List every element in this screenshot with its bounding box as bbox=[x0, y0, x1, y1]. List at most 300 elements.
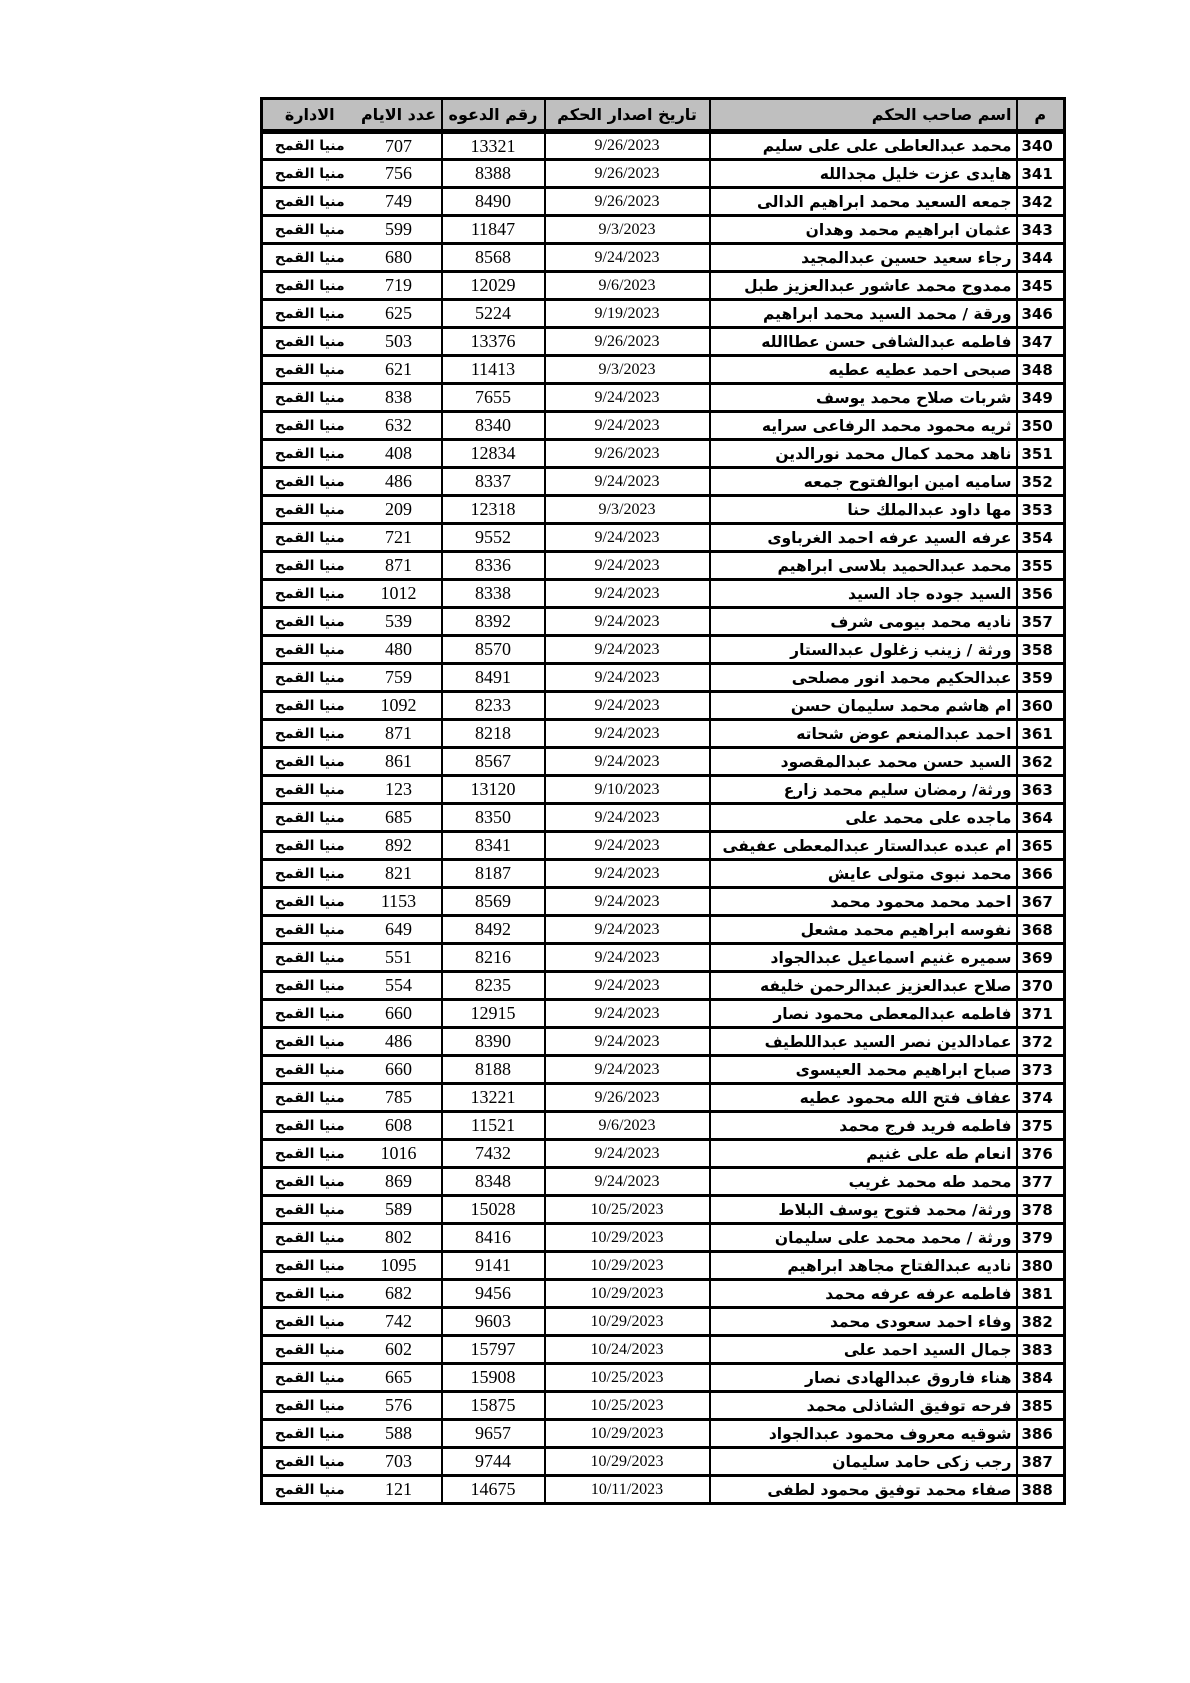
table-row bbox=[262, 244, 1065, 272]
cell-days-count: 539 bbox=[357, 608, 442, 636]
cell-serial-number: 374 bbox=[1017, 1084, 1065, 1112]
table-row bbox=[262, 1084, 1065, 1112]
cell-judgment-issue-date: 9/10/2023 bbox=[545, 776, 710, 804]
table-row bbox=[262, 1448, 1065, 1476]
cell-judgment-issue-date: 10/25/2023 bbox=[545, 1196, 710, 1224]
table-row bbox=[262, 944, 1065, 972]
cell-administration: منيا القمح bbox=[262, 860, 357, 888]
cell-serial-number: 380 bbox=[1017, 1252, 1065, 1280]
cell-case-number: 8340 bbox=[442, 412, 545, 440]
cell-administration: منيا القمح bbox=[262, 412, 357, 440]
cell-serial-number: 366 bbox=[1017, 860, 1065, 888]
cell-judgment-issue-date: 9/24/2023 bbox=[545, 748, 710, 776]
table-row bbox=[262, 580, 1065, 608]
cell-administration: منيا القمح bbox=[262, 1308, 357, 1336]
cell-case-number: 8416 bbox=[442, 1224, 545, 1252]
cell-days-count: 589 bbox=[357, 1196, 442, 1224]
cell-administration: منيا القمح bbox=[262, 1336, 357, 1364]
cell-judgment-owner-name: محمد عبدالحميد بلاسى ابراهيم bbox=[710, 552, 1017, 580]
cell-days-count: 486 bbox=[357, 1028, 442, 1056]
cell-serial-number: 343 bbox=[1017, 216, 1065, 244]
cell-judgment-owner-name: نفوسه ابراهيم محمد مشعل bbox=[710, 916, 1017, 944]
cell-administration: منيا القمح bbox=[262, 1364, 357, 1392]
cell-administration: منيا القمح bbox=[262, 160, 357, 188]
cell-judgment-issue-date: 9/24/2023 bbox=[545, 608, 710, 636]
cell-judgment-owner-name: مها داود عبدالملك حنا bbox=[710, 496, 1017, 524]
cell-case-number: 8233 bbox=[442, 692, 545, 720]
cell-administration: منيا القمح bbox=[262, 216, 357, 244]
cell-serial-number: 340 bbox=[1017, 132, 1065, 160]
cell-administration: منيا القمح bbox=[262, 188, 357, 216]
cell-days-count: 660 bbox=[357, 1056, 442, 1084]
cell-judgment-issue-date: 10/11/2023 bbox=[545, 1476, 710, 1504]
cell-judgment-owner-name: صفاء محمد توفيق محمود لطفى bbox=[710, 1476, 1017, 1504]
cell-days-count: 665 bbox=[357, 1364, 442, 1392]
cell-judgment-owner-name: عبدالحكيم محمد انور مصلحى bbox=[710, 664, 1017, 692]
cell-serial-number: 371 bbox=[1017, 1000, 1065, 1028]
cell-case-number: 8569 bbox=[442, 888, 545, 916]
cell-serial-number: 373 bbox=[1017, 1056, 1065, 1084]
cell-administration: منيا القمح bbox=[262, 524, 357, 552]
cell-judgment-owner-name: ام هاشم محمد سليمان حسن bbox=[710, 692, 1017, 720]
cell-case-number: 15797 bbox=[442, 1336, 545, 1364]
table-row bbox=[262, 496, 1065, 524]
cell-days-count: 871 bbox=[357, 552, 442, 580]
cell-judgment-issue-date: 9/24/2023 bbox=[545, 972, 710, 1000]
cell-serial-number: 352 bbox=[1017, 468, 1065, 496]
cell-administration: منيا القمح bbox=[262, 1448, 357, 1476]
table-row bbox=[262, 1336, 1065, 1364]
cell-judgment-owner-name: عمادالدين نصر السيد عبداللطيف bbox=[710, 1028, 1017, 1056]
cell-days-count: 551 bbox=[357, 944, 442, 972]
cell-days-count: 649 bbox=[357, 916, 442, 944]
cell-serial-number: 345 bbox=[1017, 272, 1065, 300]
cell-case-number: 8392 bbox=[442, 608, 545, 636]
cell-administration: منيا القمح bbox=[262, 1084, 357, 1112]
cell-judgment-issue-date: 9/24/2023 bbox=[545, 384, 710, 412]
cell-judgment-owner-name: ورقة / محمد السيد محمد ابراهيم bbox=[710, 300, 1017, 328]
cell-administration: منيا القمح bbox=[262, 468, 357, 496]
cell-judgment-owner-name: ام عبده عبدالستار عبدالمعطى عفيفى bbox=[710, 832, 1017, 860]
cell-judgment-issue-date: 9/24/2023 bbox=[545, 804, 710, 832]
cell-judgment-issue-date: 9/24/2023 bbox=[545, 692, 710, 720]
table-row bbox=[262, 1476, 1065, 1504]
cell-judgment-owner-name: هناء فاروق عبدالهادى نصار bbox=[710, 1364, 1017, 1392]
table-row bbox=[262, 440, 1065, 468]
table-row bbox=[262, 1140, 1065, 1168]
table-row bbox=[262, 888, 1065, 916]
cell-days-count: 1153 bbox=[357, 888, 442, 916]
cell-serial-number: 378 bbox=[1017, 1196, 1065, 1224]
cell-case-number: 8235 bbox=[442, 972, 545, 1000]
table-row bbox=[262, 1308, 1065, 1336]
cell-judgment-owner-name: ساميه امين ابوالفتوح جمعه bbox=[710, 468, 1017, 496]
cell-serial-number: 354 bbox=[1017, 524, 1065, 552]
table-row bbox=[262, 1196, 1065, 1224]
cell-judgment-owner-name: السيد جوده جاد السيد bbox=[710, 580, 1017, 608]
table-row bbox=[262, 1364, 1065, 1392]
cell-judgment-issue-date: 9/3/2023 bbox=[545, 496, 710, 524]
cell-case-number: 13221 bbox=[442, 1084, 545, 1112]
table-row bbox=[262, 1028, 1065, 1056]
cell-administration: منيا القمح bbox=[262, 272, 357, 300]
cell-serial-number: 356 bbox=[1017, 580, 1065, 608]
cell-days-count: 1012 bbox=[357, 580, 442, 608]
table-row bbox=[262, 356, 1065, 384]
cell-judgment-owner-name: صبحى احمد عطيه عطيه bbox=[710, 356, 1017, 384]
cell-administration: منيا القمح bbox=[262, 1392, 357, 1420]
table-row bbox=[262, 1112, 1065, 1140]
cell-case-number: 11521 bbox=[442, 1112, 545, 1140]
cell-serial-number: 387 bbox=[1017, 1448, 1065, 1476]
cell-serial-number: 359 bbox=[1017, 664, 1065, 692]
cell-judgment-owner-name: ممدوح محمد عاشور عبدالعزيز طبل bbox=[710, 272, 1017, 300]
cell-judgment-issue-date: 9/24/2023 bbox=[545, 1168, 710, 1196]
table-row bbox=[262, 608, 1065, 636]
cell-days-count: 802 bbox=[357, 1224, 442, 1252]
cell-days-count: 871 bbox=[357, 720, 442, 748]
cell-case-number: 11847 bbox=[442, 216, 545, 244]
cell-case-number: 5224 bbox=[442, 300, 545, 328]
cell-days-count: 486 bbox=[357, 468, 442, 496]
cell-judgment-owner-name: فاطمه عبدالشافى حسن عطاالله bbox=[710, 328, 1017, 356]
cell-days-count: 1016 bbox=[357, 1140, 442, 1168]
cell-serial-number: 379 bbox=[1017, 1224, 1065, 1252]
cell-serial-number: 351 bbox=[1017, 440, 1065, 468]
table-row bbox=[262, 664, 1065, 692]
cell-days-count: 588 bbox=[357, 1420, 442, 1448]
table-row bbox=[262, 272, 1065, 300]
cell-case-number: 15875 bbox=[442, 1392, 545, 1420]
cell-administration: منيا القمح bbox=[262, 888, 357, 916]
cell-judgment-issue-date: 10/29/2023 bbox=[545, 1308, 710, 1336]
table-header bbox=[262, 99, 1065, 132]
cell-administration: منيا القمح bbox=[262, 944, 357, 972]
cell-administration: منيا القمح bbox=[262, 748, 357, 776]
cell-serial-number: 383 bbox=[1017, 1336, 1065, 1364]
cell-serial-number: 381 bbox=[1017, 1280, 1065, 1308]
cell-administration: منيا القمح bbox=[262, 300, 357, 328]
cell-serial-number: 349 bbox=[1017, 384, 1065, 412]
cell-days-count: 869 bbox=[357, 1168, 442, 1196]
cell-administration: منيا القمح bbox=[262, 636, 357, 664]
cell-days-count: 408 bbox=[357, 440, 442, 468]
cell-administration: منيا القمح bbox=[262, 776, 357, 804]
cell-administration: منيا القمح bbox=[262, 1280, 357, 1308]
judgments-table-container bbox=[260, 97, 1063, 1505]
cell-case-number: 8388 bbox=[442, 160, 545, 188]
cell-judgment-owner-name: رجب زكى حامد سليمان bbox=[710, 1448, 1017, 1476]
cell-days-count: 861 bbox=[357, 748, 442, 776]
cell-judgment-owner-name: انعام طه على غنيم bbox=[710, 1140, 1017, 1168]
cell-case-number: 9657 bbox=[442, 1420, 545, 1448]
cell-judgment-owner-name: فرحه توفيق الشاذلى محمد bbox=[710, 1392, 1017, 1420]
cell-case-number: 8216 bbox=[442, 944, 545, 972]
cell-days-count: 707 bbox=[357, 132, 442, 160]
cell-judgment-owner-name: احمد عبدالمنعم عوض شحاته bbox=[710, 720, 1017, 748]
cell-days-count: 682 bbox=[357, 1280, 442, 1308]
cell-case-number: 8341 bbox=[442, 832, 545, 860]
table-row bbox=[262, 412, 1065, 440]
header-case-number: رقم الدعوه bbox=[442, 99, 545, 132]
table-row bbox=[262, 832, 1065, 860]
cell-serial-number: 372 bbox=[1017, 1028, 1065, 1056]
cell-administration: منيا القمح bbox=[262, 804, 357, 832]
cell-administration: منيا القمح bbox=[262, 1224, 357, 1252]
cell-judgment-issue-date: 9/6/2023 bbox=[545, 1112, 710, 1140]
cell-administration: منيا القمح bbox=[262, 1140, 357, 1168]
cell-case-number: 7655 bbox=[442, 384, 545, 412]
cell-days-count: 1092 bbox=[357, 692, 442, 720]
cell-judgment-issue-date: 9/24/2023 bbox=[545, 524, 710, 552]
cell-case-number: 8336 bbox=[442, 552, 545, 580]
cell-days-count: 621 bbox=[357, 356, 442, 384]
cell-serial-number: 363 bbox=[1017, 776, 1065, 804]
cell-judgment-issue-date: 9/24/2023 bbox=[545, 244, 710, 272]
table-row bbox=[262, 384, 1065, 412]
cell-case-number: 8492 bbox=[442, 916, 545, 944]
cell-administration: منيا القمح bbox=[262, 720, 357, 748]
cell-serial-number: 341 bbox=[1017, 160, 1065, 188]
cell-judgment-issue-date: 9/24/2023 bbox=[545, 552, 710, 580]
cell-serial-number: 365 bbox=[1017, 832, 1065, 860]
cell-judgment-owner-name: جمعه السعيد محمد ابراهيم الدالى bbox=[710, 188, 1017, 216]
cell-serial-number: 342 bbox=[1017, 188, 1065, 216]
cell-serial-number: 369 bbox=[1017, 944, 1065, 972]
table-row bbox=[262, 972, 1065, 1000]
cell-days-count: 480 bbox=[357, 636, 442, 664]
cell-days-count: 719 bbox=[357, 272, 442, 300]
cell-serial-number: 353 bbox=[1017, 496, 1065, 524]
cell-serial-number: 388 bbox=[1017, 1476, 1065, 1504]
cell-administration: منيا القمح bbox=[262, 440, 357, 468]
cell-administration: منيا القمح bbox=[262, 832, 357, 860]
cell-judgment-owner-name: عفاف فتح الله محمود عطيه bbox=[710, 1084, 1017, 1112]
table-row bbox=[262, 160, 1065, 188]
cell-judgment-owner-name: رجاء سعيد حسين عبدالمجيد bbox=[710, 244, 1017, 272]
table-row bbox=[262, 1056, 1065, 1084]
cell-case-number: 8337 bbox=[442, 468, 545, 496]
table-row bbox=[262, 524, 1065, 552]
table-row bbox=[262, 1420, 1065, 1448]
cell-administration: منيا القمح bbox=[262, 1420, 357, 1448]
cell-serial-number: 384 bbox=[1017, 1364, 1065, 1392]
table-row bbox=[262, 328, 1065, 356]
cell-case-number: 9552 bbox=[442, 524, 545, 552]
table-row bbox=[262, 1392, 1065, 1420]
table-row bbox=[262, 776, 1065, 804]
table-row bbox=[262, 860, 1065, 888]
cell-judgment-issue-date: 9/24/2023 bbox=[545, 664, 710, 692]
cell-judgment-owner-name: سميره غنيم اسماعيل عبدالجواد bbox=[710, 944, 1017, 972]
cell-judgment-issue-date: 9/19/2023 bbox=[545, 300, 710, 328]
cell-judgment-owner-name: هايدى عزت خليل مجدالله bbox=[710, 160, 1017, 188]
cell-serial-number: 355 bbox=[1017, 552, 1065, 580]
cell-judgment-issue-date: 9/24/2023 bbox=[545, 944, 710, 972]
cell-judgment-issue-date: 9/26/2023 bbox=[545, 188, 710, 216]
cell-days-count: 721 bbox=[357, 524, 442, 552]
cell-judgment-owner-name: السيد حسن محمد عبدالمقصود bbox=[710, 748, 1017, 776]
table-body bbox=[262, 132, 1065, 1504]
cell-case-number: 8350 bbox=[442, 804, 545, 832]
cell-case-number: 13376 bbox=[442, 328, 545, 356]
cell-administration: منيا القمح bbox=[262, 1252, 357, 1280]
cell-judgment-issue-date: 9/24/2023 bbox=[545, 888, 710, 916]
cell-case-number: 8568 bbox=[442, 244, 545, 272]
cell-days-count: 685 bbox=[357, 804, 442, 832]
cell-serial-number: 376 bbox=[1017, 1140, 1065, 1168]
cell-judgment-issue-date: 9/24/2023 bbox=[545, 720, 710, 748]
cell-judgment-owner-name: ورثة / محمد محمد على سليمان bbox=[710, 1224, 1017, 1252]
table-row bbox=[262, 1252, 1065, 1280]
cell-case-number: 9744 bbox=[442, 1448, 545, 1476]
cell-judgment-owner-name: جمال السيد احمد على bbox=[710, 1336, 1017, 1364]
cell-case-number: 8348 bbox=[442, 1168, 545, 1196]
cell-judgment-issue-date: 10/29/2023 bbox=[545, 1420, 710, 1448]
cell-judgment-owner-name: محمد نبوى متولى عايش bbox=[710, 860, 1017, 888]
cell-case-number: 12029 bbox=[442, 272, 545, 300]
cell-serial-number: 386 bbox=[1017, 1420, 1065, 1448]
cell-days-count: 660 bbox=[357, 1000, 442, 1028]
cell-serial-number: 357 bbox=[1017, 608, 1065, 636]
cell-serial-number: 375 bbox=[1017, 1112, 1065, 1140]
cell-serial-number: 346 bbox=[1017, 300, 1065, 328]
cell-case-number: 8567 bbox=[442, 748, 545, 776]
cell-judgment-issue-date: 9/24/2023 bbox=[545, 1028, 710, 1056]
cell-judgment-issue-date: 9/3/2023 bbox=[545, 356, 710, 384]
cell-administration: منيا القمح bbox=[262, 1056, 357, 1084]
table-row bbox=[262, 720, 1065, 748]
cell-case-number: 11413 bbox=[442, 356, 545, 384]
cell-case-number: 14675 bbox=[442, 1476, 545, 1504]
cell-case-number: 8490 bbox=[442, 188, 545, 216]
cell-judgment-owner-name: محمد طه محمد غريب bbox=[710, 1168, 1017, 1196]
cell-judgment-issue-date: 9/24/2023 bbox=[545, 468, 710, 496]
cell-administration: منيا القمح bbox=[262, 356, 357, 384]
cell-administration: منيا القمح bbox=[262, 1028, 357, 1056]
cell-judgment-issue-date: 9/24/2023 bbox=[545, 412, 710, 440]
header-judgment-owner-name: اسم صاحب الحكم bbox=[710, 99, 1017, 132]
cell-days-count: 599 bbox=[357, 216, 442, 244]
cell-judgment-issue-date: 9/26/2023 bbox=[545, 132, 710, 160]
cell-serial-number: 347 bbox=[1017, 328, 1065, 356]
table-row bbox=[262, 636, 1065, 664]
cell-judgment-owner-name: صلاح عبدالعزيز عبدالرحمن خليفه bbox=[710, 972, 1017, 1000]
cell-judgment-owner-name: فاطمه عبدالمعطى محمود نصار bbox=[710, 1000, 1017, 1028]
table-row bbox=[262, 468, 1065, 496]
cell-serial-number: 368 bbox=[1017, 916, 1065, 944]
cell-administration: منيا القمح bbox=[262, 244, 357, 272]
cell-serial-number: 348 bbox=[1017, 356, 1065, 384]
header-serial-number: م bbox=[1017, 99, 1065, 132]
cell-days-count: 680 bbox=[357, 244, 442, 272]
cell-administration: منيا القمح bbox=[262, 1000, 357, 1028]
header-administration: الادارة bbox=[262, 99, 357, 132]
cell-judgment-owner-name: ثريه محمود محمد الرفاعى سرايه bbox=[710, 412, 1017, 440]
cell-case-number: 12834 bbox=[442, 440, 545, 468]
cell-judgment-issue-date: 9/26/2023 bbox=[545, 328, 710, 356]
cell-judgment-owner-name: ناهد محمد كمال محمد نورالدين bbox=[710, 440, 1017, 468]
cell-administration: منيا القمح bbox=[262, 692, 357, 720]
cell-judgment-owner-name: احمد محمد محمود محمد bbox=[710, 888, 1017, 916]
cell-case-number: 8188 bbox=[442, 1056, 545, 1084]
header-judgment-issue-date: تاريخ اصدار الحكم bbox=[545, 99, 710, 132]
cell-days-count: 742 bbox=[357, 1308, 442, 1336]
cell-administration: منيا القمح bbox=[262, 384, 357, 412]
cell-days-count: 759 bbox=[357, 664, 442, 692]
cell-administration: منيا القمح bbox=[262, 496, 357, 524]
cell-judgment-owner-name: وفاء احمد سعودى محمد bbox=[710, 1308, 1017, 1336]
table-row bbox=[262, 1280, 1065, 1308]
table-row bbox=[262, 1224, 1065, 1252]
cell-judgment-issue-date: 9/26/2023 bbox=[545, 160, 710, 188]
cell-judgment-issue-date: 9/24/2023 bbox=[545, 860, 710, 888]
cell-case-number: 8187 bbox=[442, 860, 545, 888]
cell-administration: منيا القمح bbox=[262, 1476, 357, 1504]
cell-days-count: 749 bbox=[357, 188, 442, 216]
cell-administration: منيا القمح bbox=[262, 972, 357, 1000]
cell-days-count: 1095 bbox=[357, 1252, 442, 1280]
cell-days-count: 503 bbox=[357, 328, 442, 356]
cell-serial-number: 385 bbox=[1017, 1392, 1065, 1420]
cell-case-number: 12915 bbox=[442, 1000, 545, 1028]
cell-judgment-issue-date: 10/25/2023 bbox=[545, 1364, 710, 1392]
cell-judgment-owner-name: ماجده على محمد على bbox=[710, 804, 1017, 832]
cell-judgment-owner-name: شربات صلاح محمد يوسف bbox=[710, 384, 1017, 412]
cell-serial-number: 344 bbox=[1017, 244, 1065, 272]
cell-administration: منيا القمح bbox=[262, 664, 357, 692]
cell-judgment-issue-date: 10/24/2023 bbox=[545, 1336, 710, 1364]
cell-judgment-issue-date: 9/26/2023 bbox=[545, 1084, 710, 1112]
cell-administration: منيا القمح bbox=[262, 1196, 357, 1224]
cell-judgment-issue-date: 9/24/2023 bbox=[545, 1056, 710, 1084]
cell-days-count: 703 bbox=[357, 1448, 442, 1476]
cell-administration: منيا القمح bbox=[262, 1112, 357, 1140]
cell-judgment-issue-date: 10/29/2023 bbox=[545, 1448, 710, 1476]
cell-days-count: 576 bbox=[357, 1392, 442, 1420]
cell-case-number: 9603 bbox=[442, 1308, 545, 1336]
cell-serial-number: 350 bbox=[1017, 412, 1065, 440]
cell-judgment-issue-date: 9/24/2023 bbox=[545, 1140, 710, 1168]
table-row bbox=[262, 188, 1065, 216]
cell-days-count: 892 bbox=[357, 832, 442, 860]
cell-case-number: 15908 bbox=[442, 1364, 545, 1392]
cell-case-number: 9141 bbox=[442, 1252, 545, 1280]
table-row bbox=[262, 216, 1065, 244]
cell-judgment-issue-date: 9/6/2023 bbox=[545, 272, 710, 300]
cell-case-number: 12318 bbox=[442, 496, 545, 524]
cell-case-number: 15028 bbox=[442, 1196, 545, 1224]
cell-judgment-owner-name: صباح ابراهيم محمد العيسوى bbox=[710, 1056, 1017, 1084]
cell-administration: منيا القمح bbox=[262, 916, 357, 944]
cell-days-count: 625 bbox=[357, 300, 442, 328]
cell-days-count: 608 bbox=[357, 1112, 442, 1140]
cell-judgment-owner-name: ورثة/ رمضان سليم محمد زارع bbox=[710, 776, 1017, 804]
cell-judgment-owner-name: محمد عبدالعاطى على على سليم bbox=[710, 132, 1017, 160]
cell-administration: منيا القمح bbox=[262, 608, 357, 636]
cell-case-number: 8390 bbox=[442, 1028, 545, 1056]
cell-serial-number: 377 bbox=[1017, 1168, 1065, 1196]
cell-serial-number: 361 bbox=[1017, 720, 1065, 748]
table-row bbox=[262, 300, 1065, 328]
cell-administration: منيا القمح bbox=[262, 552, 357, 580]
table-row bbox=[262, 804, 1065, 832]
cell-judgment-issue-date: 9/26/2023 bbox=[545, 440, 710, 468]
cell-judgment-owner-name: ورثة / زينب زغلول عبدالستار bbox=[710, 636, 1017, 664]
cell-judgment-owner-name: ناديه محمد بيومى شرف bbox=[710, 608, 1017, 636]
cell-serial-number: 360 bbox=[1017, 692, 1065, 720]
cell-case-number: 13321 bbox=[442, 132, 545, 160]
